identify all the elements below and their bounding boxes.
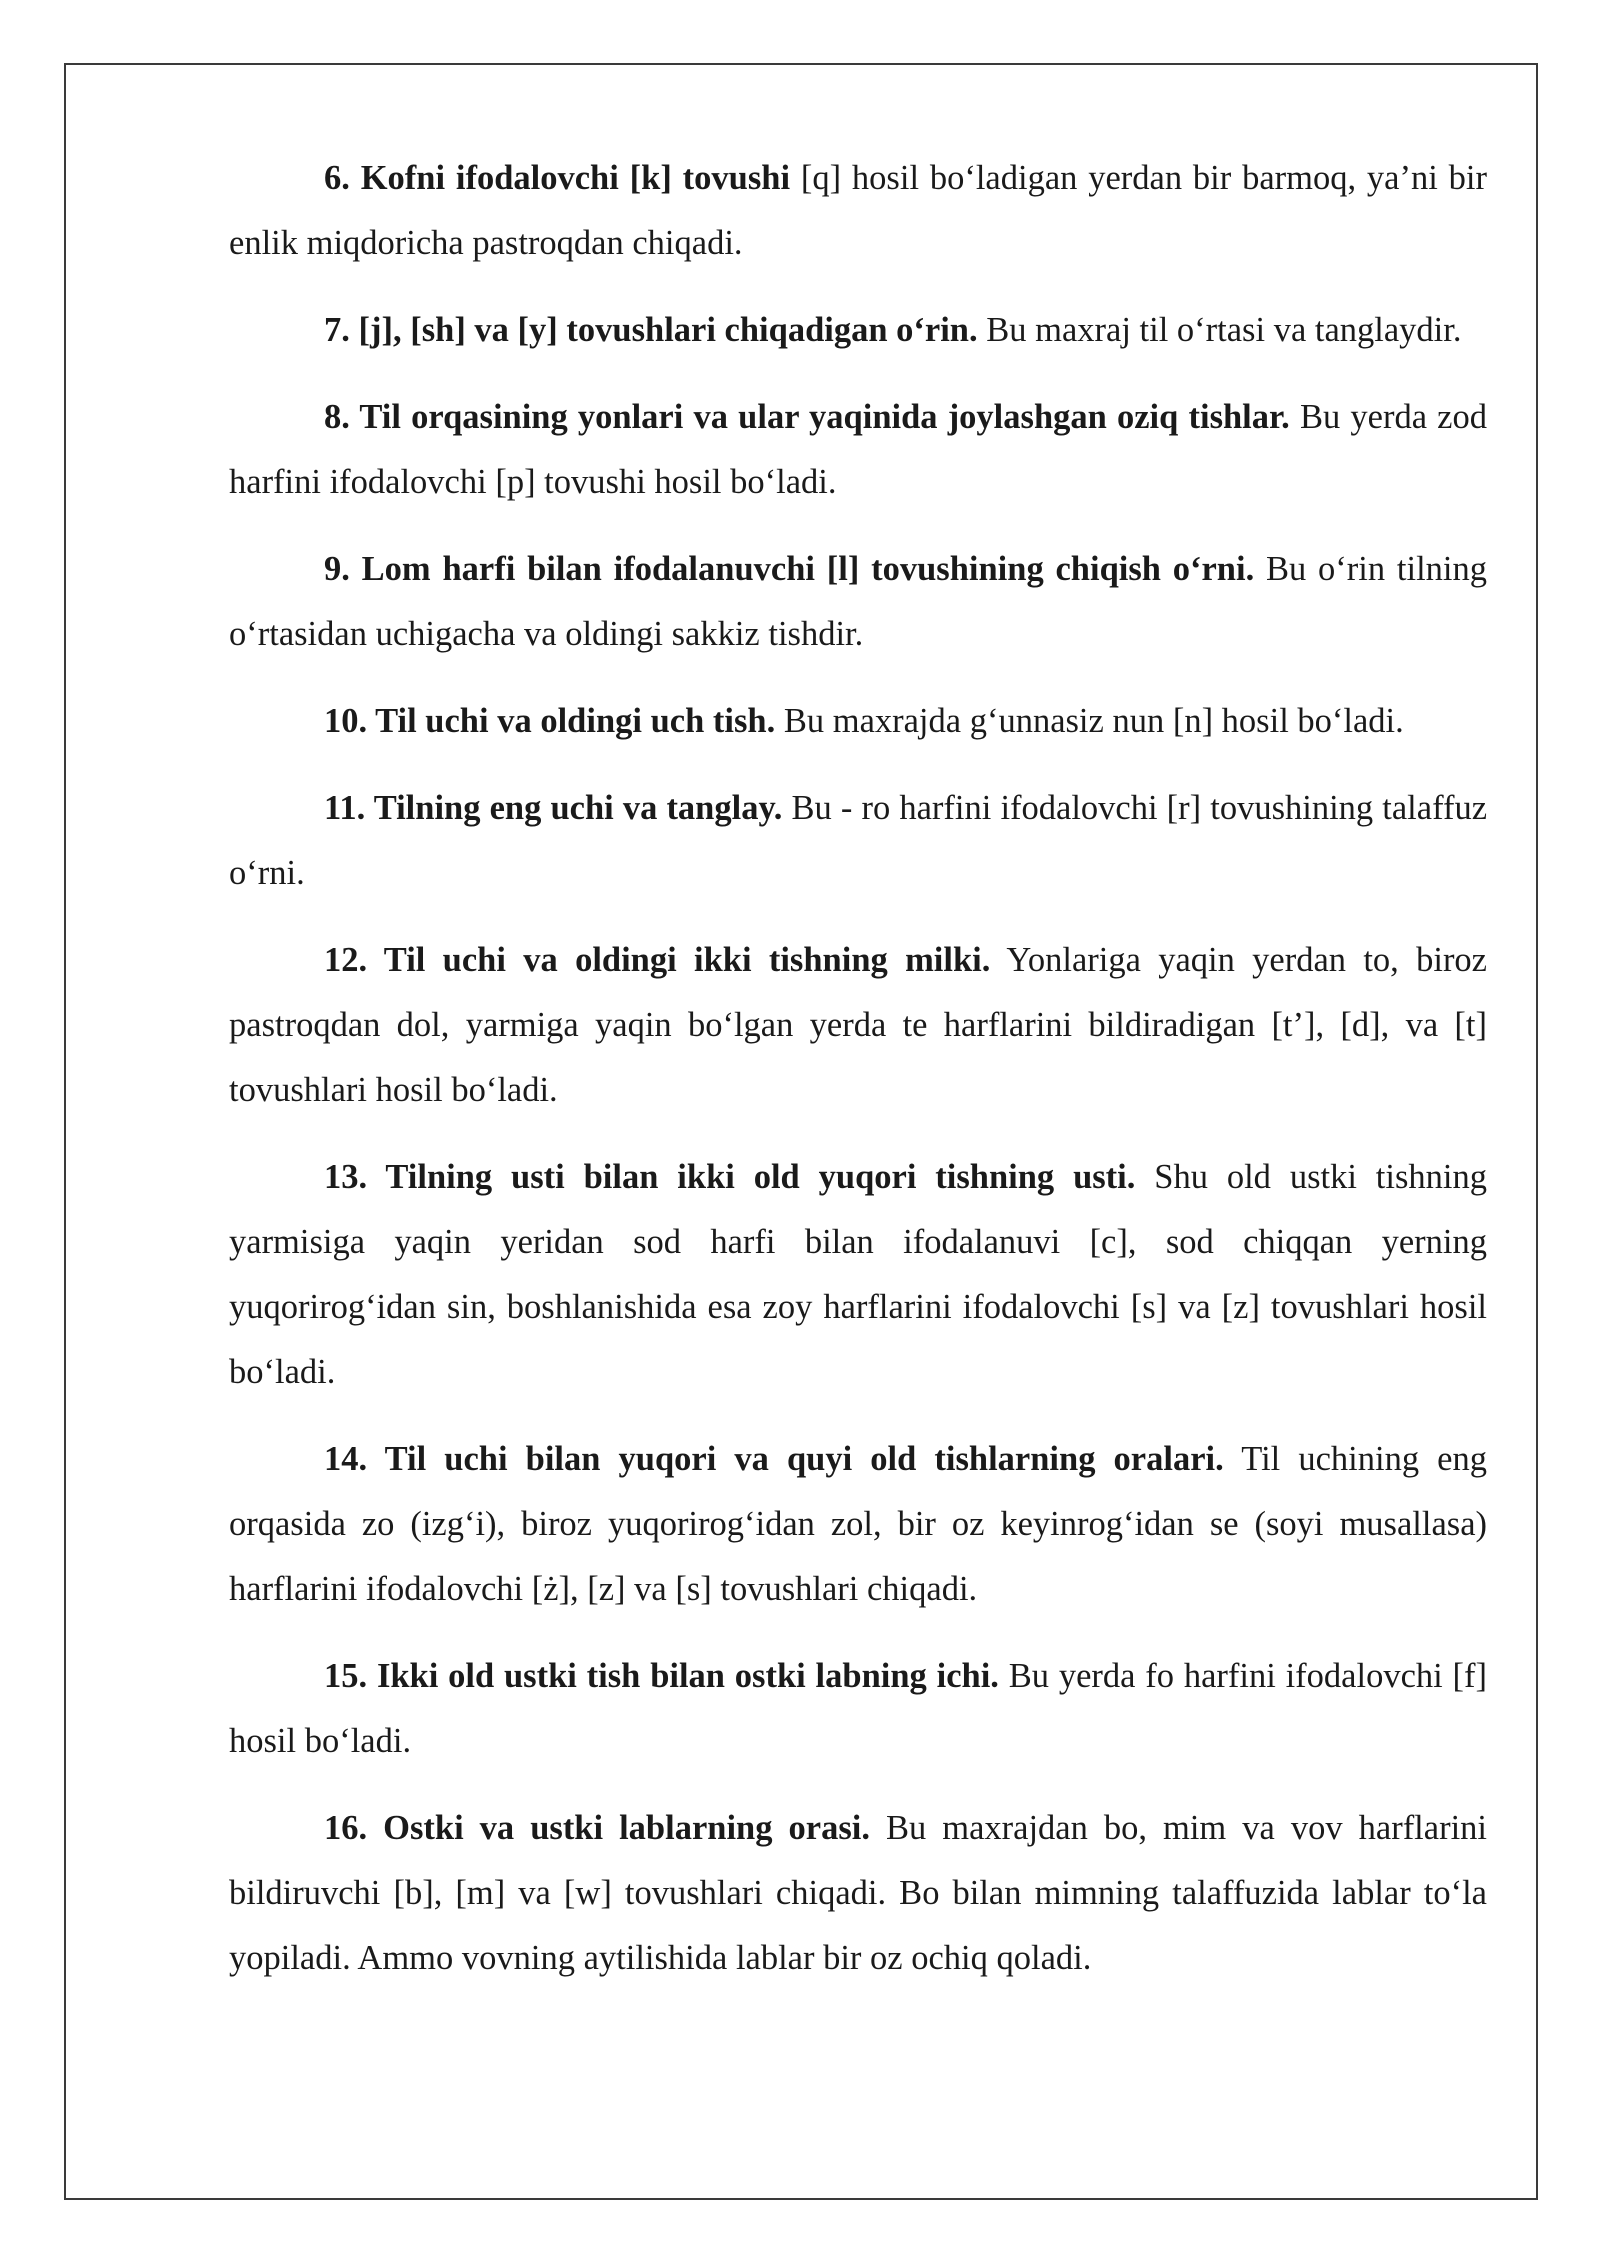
document-body bbox=[229, 146, 1487, 2013]
paragraph-text: Bu yerda fo harfini ifodalovchi [f] hosil bo‘ladi. bbox=[229, 1657, 1487, 1760]
paragraph-heading: 12. Til uchi va oldingi ikki tishning milki. bbox=[324, 941, 991, 979]
paragraph-text: Bu maxrajda g‘unnasiz nun [n] hosil bo‘ladi. bbox=[775, 702, 1404, 740]
paragraph-text: Yonlariga yaqin yerdan to, biroz pastroqdan dol, yarmiga yaqin bo‘lgan yerda te harflarini bildiradigan [t’], [d], va [t] tovushlari hosil bo‘ladi. bbox=[229, 941, 1487, 1109]
paragraph-item-6 bbox=[229, 146, 1487, 276]
paragraph-item-7 bbox=[229, 298, 1487, 363]
paragraph-heading: 11. Tilning eng uchi va tanglay. bbox=[324, 789, 783, 827]
paragraph-heading: 10. Til uchi va oldingi uch tish. bbox=[324, 702, 776, 740]
paragraph-item-15 bbox=[229, 1644, 1487, 1774]
paragraph-heading: 8. Til orqasining yonlari va ular yaqinida joylashgan oziq tishlar. bbox=[324, 398, 1290, 436]
paragraph-item-11 bbox=[229, 776, 1487, 906]
paragraph-item-10 bbox=[229, 689, 1487, 754]
paragraph-text: Shu old ustki tishning yarmisiga yaqin yeridan sod harfi bilan ifodalanuvi [c], sod chiqqan yerning yuqorirog‘idan sin, boshlanishida esa zoy harflarini ifodalovchi [s] va [z] tovushlari hosil bo‘ladi. bbox=[229, 1158, 1487, 1391]
paragraph-text: Bu maxrajdan bo, mim va vov harflarini bildiruvchi [b], [m] va [w] tovushlari chiqadi. Bo bilan mimning talaffuzida lablar to‘la yopiladi. Ammo vovning aytilishida lablar bir oz ochiq qoladi. bbox=[229, 1809, 1487, 1977]
paragraph-item-16 bbox=[229, 1796, 1487, 1991]
paragraph-text: Bu - ro harfini ifodalovchi [r] tovushining talaffuz o‘rni. bbox=[229, 789, 1488, 892]
paragraph-heading: 6. Kofni ifodalovchi [k] tovushi bbox=[324, 159, 791, 197]
paragraph-text: Bu yerda zod harfini ifodalovchi [p] tovushi hosil bo‘ladi. bbox=[229, 398, 1487, 501]
paragraph-text: Bu maxraj til o‘rtasi va tanglaydir. bbox=[977, 311, 1462, 349]
paragraph-heading: 13. Tilning usti bilan ikki old yuqori tishning usti. bbox=[324, 1158, 1136, 1196]
paragraph-heading: 16. Ostki va ustki lablarning orasi. bbox=[324, 1809, 870, 1847]
paragraph-text: Bu o‘rin tilning o‘rtasidan uchigacha va oldingi sakkiz tishdir. bbox=[229, 550, 1487, 653]
paragraph-text: Til uchining eng orqasida zo (izg‘i), biroz yuqorirog‘idan zol, bir oz keyinrog‘idan se (soyi musallasa) harflarini ifodalovchi [ż], [z] va [s] tovushlari chiqadi. bbox=[229, 1440, 1487, 1608]
paragraph-heading: 9. Lom harfi bilan ifodalanuvchi [l] tovushining chiqish o‘rni. bbox=[324, 550, 1255, 588]
paragraph-heading: 14. Til uchi bilan yuqori va quyi old tishlarning oralari. bbox=[324, 1440, 1224, 1478]
paragraph-heading: 7. [j], [sh] va [y] tovushlari chiqadigan o‘rin. bbox=[324, 311, 978, 349]
paragraph-item-13 bbox=[229, 1145, 1487, 1405]
paragraph-heading: 15. Ikki old ustki tish bilan ostki labning ichi. bbox=[324, 1657, 999, 1695]
paragraph-item-12 bbox=[229, 928, 1487, 1123]
paragraph-item-9 bbox=[229, 537, 1487, 667]
paragraph-item-14 bbox=[229, 1427, 1487, 1622]
paragraph-text: [q] hosil bo‘ladigan yerdan bir barmoq, ya’ni bir enlik miqdoricha pastroqdan chiqadi. bbox=[229, 159, 1487, 262]
paragraph-item-8 bbox=[229, 385, 1487, 515]
